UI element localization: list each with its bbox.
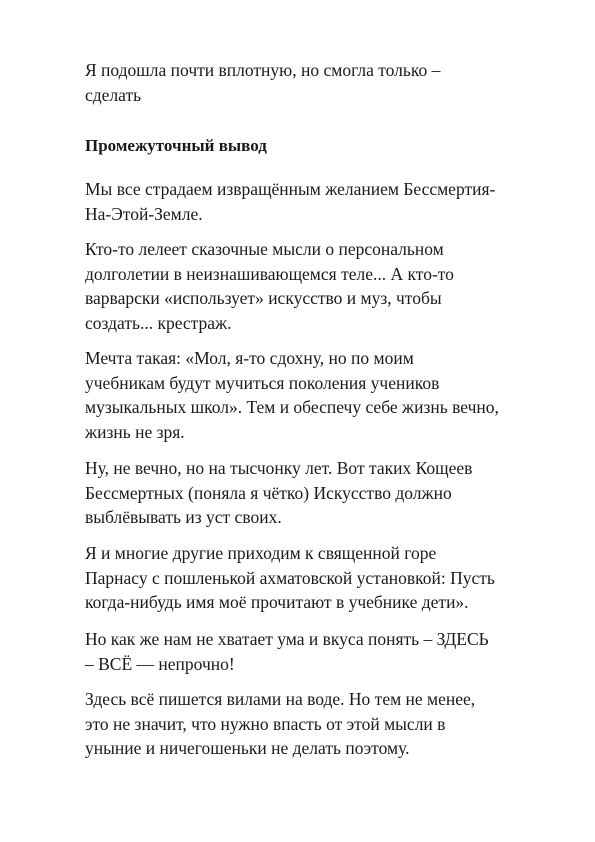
paragraph-line: музыкальных школ». Тем и обеспечу себе жизнь вечно, [85,397,499,417]
paragraph-line: уныние и ничегошеньки не делать поэтому. [85,738,410,758]
paragraph-5 [85,541,525,615]
paragraph-line: Мы все страдаем извращённым желанием Бессмертия- [85,179,496,199]
paragraph-3 [85,346,525,444]
intro-line: Я подошла почти вплотную, но смогла только – [85,60,441,80]
paragraph-line: выблёвывать из уст своих. [85,507,282,527]
paragraph-7 [85,687,525,761]
paragraph-line: Мечта такая: «Мол, я-то сдохну, но по моим [85,348,414,368]
paragraph-line: варварски «использует» искусство и муз, чтобы [85,288,442,308]
paragraph-line: Я и многие другие приходим к священной горе [85,543,437,563]
paragraph-line: долголетии в неизнашивающемся теле... А кто-то [85,263,454,284]
paragraph-line: Здесь всё пишется вилами на воде. Но тем не менее, [85,689,476,709]
intro-line: сделать [85,84,142,105]
paragraph-line: Но как же нам не хватает ума и вкуса понять – ЗДЕСЬ [85,629,489,649]
paragraph-line: – ВСЁ — непрочно! [85,653,235,674]
paragraph-line: Кто-то лелеет сказочные мысли о персональном [85,239,444,259]
paragraph-line: На-Этой-Земле. [85,203,203,224]
paragraph-line: Ну, не вечно, но на тысчонку лет. Вот таких Кощеев [85,458,473,478]
paragraph-line: Парнасу с пошленькой ахматовской установкой: Пусть [85,567,495,588]
paragraph-line: это не значит, что нужно впасть от этой мысли в [85,713,446,734]
paragraph-line: когда-нибудь имя моё прочитают в учебнике дети». [85,592,469,612]
paragraph-2 [85,237,525,335]
paragraph-line: жизнь не зря. [85,421,185,442]
paragraph-1 [85,177,525,226]
paragraph-6 [85,627,525,676]
paragraph-line: Бессмертных (поняла я чётко) Искусство должно [85,482,452,503]
paragraph-line: учебникам будут мучиться поколения учеников [85,372,440,393]
intro-paragraph [85,58,525,107]
section-heading: Промежуточный вывод [85,136,267,155]
paragraph-4 [85,456,525,530]
paragraph-line: создать... крестраж. [85,312,232,333]
